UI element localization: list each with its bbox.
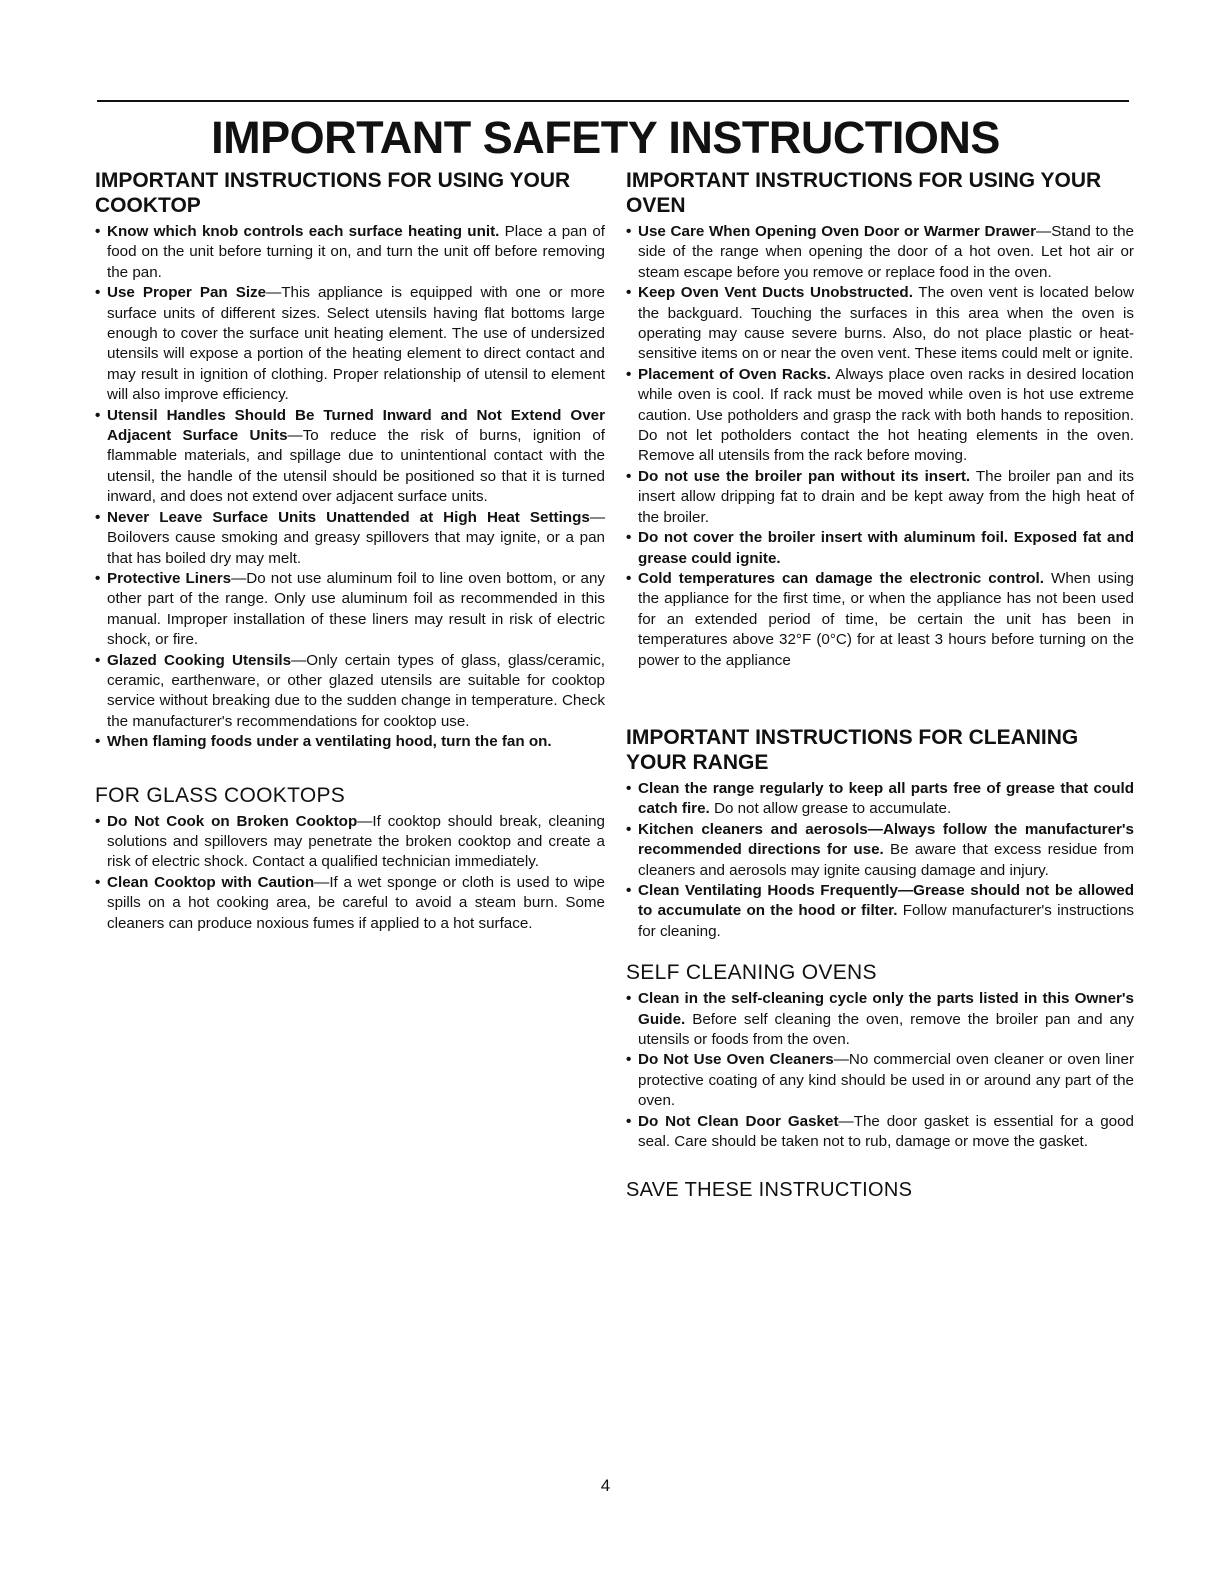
item-lead: Use Proper Pan Size — [107, 284, 267, 302]
item-text: Always place oven racks in desired location while oven is cool. If rack must be moved while oven is hot use extreme caution. Use potholders and grasp the rack with both hands to reposition. Do not let potholders contact the hot heating elements in the oven. Remove all utensils from the rack before moving. — [638, 365, 1134, 465]
item-text: Be aware that excess residue from cleaners and aerosols may ignite causing damage and injury. — [638, 841, 1135, 879]
item-lead: Clean Ventilating Hoods Frequently—Grease should not be allowed to accumulate on the hood or filter. — [638, 881, 1134, 920]
item-text: —This appliance is equipped with one or more surface units of different sizes. Select utensils having flat bottoms large enough to cover the surface unit heating element. The use of undersized utensils will expose a portion of the heating element to direct contact and may result in ignition of clothing. Proper relationship of utensil to element will also improve efficiency. — [107, 284, 605, 404]
item-lead: Do not cover the broiler insert with aluminum foil. Exposed fat and grease could ignite. — [638, 529, 1134, 567]
cleaning-heading: IMPORTANT INSTRUCTIONS FOR CLEANING YOUR RANGE — [626, 725, 1079, 774]
item-lead: Clean in the self-cleaning cycle only the parts listed in this Owner's Guide. — [638, 990, 1134, 1028]
item-text: Do not allow grease to accumulate. — [709, 800, 952, 818]
item-lead: Know which knob controls each surface heating unit. — [107, 223, 500, 240]
list-item — [626, 881, 1134, 942]
item-text: The oven vent is located below the backguard. Touching the surfaces in this area when the oven is operating may cause severe burns. Also, do not place plastic or heat-sensitive items on or near the oven vent. These items could melt or ignite. — [638, 284, 1134, 363]
page-title: IMPORTANT SAFETY INSTRUCTIONS — [211, 112, 1000, 163]
list-item — [626, 467, 1134, 528]
item-lead: Clean Cooktop with Caution — [107, 873, 315, 891]
item-text: Follow manufacturer's instructions for cleaning. — [638, 902, 1134, 940]
self-cleaning-list — [626, 989, 1134, 1152]
item-text: —Only certain types of glass, glass/ceramic, ceramic, earthenware, or other glazed utensils are suitable for cooktop service without breaking due to the sudden change in temperature. Check the manufacturer's recommendations for cooktop use. — [107, 651, 606, 730]
list-item — [95, 732, 605, 752]
top-rule — [97, 100, 1129, 102]
item-lead: Do Not Use Oven Cleaners — [638, 1051, 834, 1069]
list-item — [95, 222, 605, 283]
list-item — [626, 1050, 1134, 1111]
item-text: —To reduce the risk of burns, ignition of flammable materials, and spillage due to unintentional contact with the utensil, the handle of the utensil should be positioned so that it is turned inward, and does not extend over adjacent surface units. — [107, 427, 605, 506]
list-item — [95, 873, 605, 934]
cooktop-heading: IMPORTANT INSTRUCTIONS FOR USING YOUR COOKTOP — [95, 169, 571, 217]
item-text: Place a pan of food on the unit before turning it on, and turn the unit off before removing the pan. — [107, 223, 605, 281]
list-item — [95, 283, 605, 405]
list-item — [626, 820, 1134, 881]
list-item — [626, 779, 1134, 820]
list-item — [95, 406, 605, 508]
item-text: —Do not use aluminum foil to line oven bottom, or any other part of the range. Only use aluminum foil as recommended in this manual. Improper installation of these liners may result in risk of electric shock, or fire. — [107, 569, 605, 649]
item-lead: Utensil Handles Should Be Turned Inward and Not Extend Over Adjacent Surface Units — [107, 406, 605, 445]
item-lead: Use Care When Opening Oven Door or Warmer Drawer — [638, 223, 1036, 240]
list-item — [626, 365, 1134, 467]
item-text: —Stand to the side of the range when opening the door of a hot oven. Let hot air or steam escape before you remove or replace food in the oven. — [638, 223, 1134, 281]
item-text: —If a wet sponge or cloth is used to wipe spills on a hot cooking area, be careful to avoid a steam burn. Some cleaners can produce noxious fumes if applied to a hot surface. — [107, 873, 605, 932]
cooktop-list — [95, 222, 605, 753]
list-item — [626, 528, 1134, 569]
glass-cooktops-list — [95, 812, 605, 934]
item-lead: Protective Liners — [107, 569, 232, 587]
right-column — [626, 168, 1134, 1202]
item-lead: Keep Oven Vent Ducts Unobstructed. — [638, 284, 913, 302]
list-item — [95, 508, 605, 569]
item-lead: Placement of Oven Racks. — [638, 365, 831, 383]
glass-cooktops-heading: FOR GLASS COOKTOPS — [95, 783, 346, 807]
list-item — [626, 989, 1134, 1050]
list-item — [626, 222, 1134, 283]
left-column — [95, 168, 605, 934]
cleaning-list — [626, 779, 1134, 942]
self-cleaning-heading: SELF CLEANING OVENS — [626, 961, 877, 985]
item-text: Before self cleaning the oven, remove the broiler pan and any utensils or foods from the oven. — [638, 1010, 1134, 1048]
item-text: —If cooktop should break, cleaning solutions and spillovers may penetrate the broken cooktop and create a risk of electric shock. Contact a qualified technician immediately. — [107, 812, 605, 871]
list-item — [95, 651, 605, 733]
item-lead: Do Not Cook on Broken Cooktop — [107, 812, 358, 830]
item-lead: When flaming foods under a ventilating hood, turn the fan on. — [107, 733, 552, 751]
item-text: —The door gasket is essential for a good seal. Care should be taken not to rub, damage or move the gasket. — [638, 1112, 1134, 1151]
item-lead: Clean the range regularly to keep all parts free of grease that could catch fire. — [638, 779, 1134, 818]
item-lead: Never Leave Surface Units Unattended at High Heat Settings — [107, 508, 590, 526]
item-lead: Glazed Cooking Utensils — [107, 651, 292, 669]
item-lead: Kitchen cleaners and aerosols—Always follow the manufacturer's recommended directions for use. — [638, 820, 1134, 859]
item-lead: Do Not Clean Door Gasket — [638, 1112, 839, 1130]
item-text: When using the appliance for the first time, or when the appliance has not been used for an extended period of time, be certain the unit has been in temperatures above 32°F (0°C) for at least 3 hours before turning on the power to the appliance — [638, 569, 1134, 669]
list-item — [626, 1112, 1134, 1153]
oven-heading: IMPORTANT INSTRUCTIONS FOR USING YOUR OVEN — [626, 169, 1102, 217]
item-text: —No commercial oven cleaner or oven liner protective coating of any kind should be used in or around any part of the oven. — [638, 1051, 1134, 1110]
item-text: —Boilovers cause smoking and greasy spillovers that may ignite, or a pan that has boiled dry may melt. — [107, 508, 605, 567]
list-item — [95, 569, 605, 651]
item-lead: Do not use the broiler pan without its insert. — [638, 467, 971, 485]
list-item — [626, 283, 1134, 365]
item-text: The broiler pan and its insert allow dripping fat to drain and be kept away from the high heat of the broiler. — [638, 467, 1134, 526]
page-number: 4 — [600, 1476, 611, 1495]
list-item — [95, 812, 605, 873]
save-instructions: SAVE THESE INSTRUCTIONS — [626, 1179, 913, 1202]
item-lead: Cold temperatures can damage the electronic control. — [638, 569, 1044, 587]
oven-list — [626, 222, 1134, 671]
list-item — [626, 569, 1134, 671]
